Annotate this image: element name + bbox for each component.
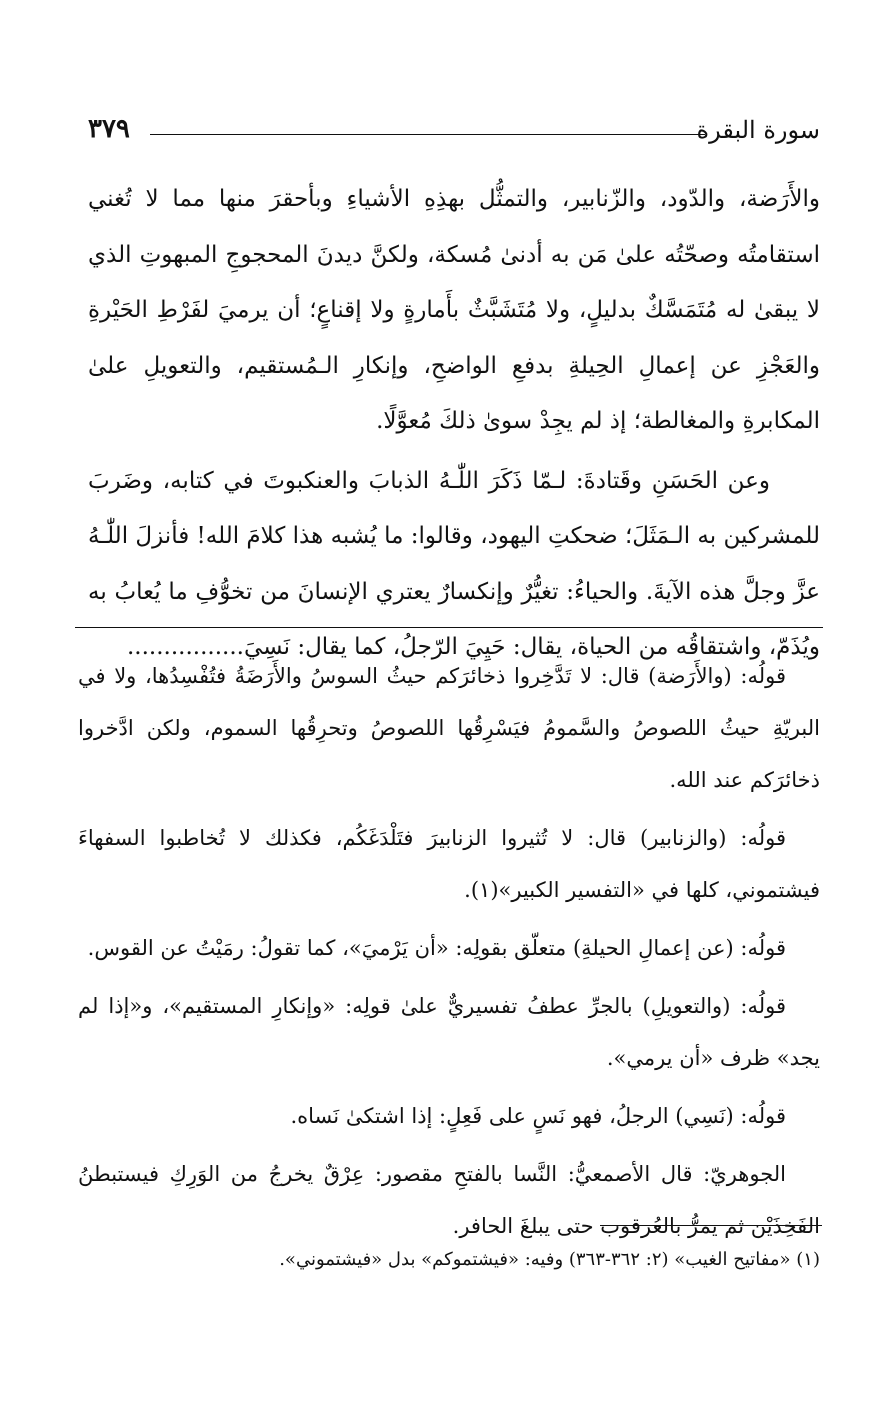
running-header [88,112,820,152]
main-paragraph: والأَرَضة، والدّود، والزّنابير، والتمثُّل بهذِهِ الأشياءِ وبأحقرَ منها مما لا تُغني استقامتُه وصحّتُه علىٰ مَن به أدنىٰ مُسكة، ولكنَّ ديدنَ المحجوجِ المبهوتِ الذي لا يبقىٰ له مُتَمَسَّكٌ بدليلٍ، ولا مُتَشَبَّثٌ بأَمارةٍ ولا إقناعٍ؛ أن يرميَ لفَرْطِ الحَيْرةِ والعَجْزِ عن إعمالِ الحِيلةِ بدفعِ الواضحِ، وإنكارِ الـمُستقيم، والتعويلِ علىٰ المكابرةِ والمغالطة؛ إذ لم يجِدْ سوىٰ ذلكَ مُعوَّلًا. [88,186,820,434]
page-number: ٣٧٩ [88,114,130,144]
commentary-paragraph: قولُه: (والأَرَضة) قال: لا تَدَّخِروا ذخائرَكم حيثُ السوسُ والأَرَضَةُ فتُفْسِدُها، ولا في البريّةِ حيثُ اللصوصُ والسَّمومُ فيَسْرِقُها اللصوصُ وتحرِقُها السموم، ولكن ادَّخروا ذخائرَكم عند الله. [78,664,820,792]
commentary-paragraph: قولُه: (والزنابير) قال: لا تُثيروا الزنابيرَ فتَلْدَغَكُم، فكذلك لا تُخاطبوا السفهاءَ فيشتموني، كلها في «التفسير الكبير»(١). [78,826,820,902]
main-paragraph: وعن الحَسَنِ وقَتادةَ: لـمّا ذَكَرَ اللّٰـهُ الذبابَ والعنكبوتَ في كتابه، وضَربَ للمشركين به الـمَثَلَ؛ ضحكتِ اليهود، وقالوا: ما يُشبه هذا كلامَ الله! فأنزلَ اللّٰـهُ عزَّ وجلَّ هذه الآيةَ. والحياءُ: تغيُّرٌ وإنكسارٌ يعتري الإنسانَ من تخوُّفِ ما يُعابُ به ويُذَمّ، واشتقاقُه من الحياة، يقال: حَيِيَ الرّجلُ، كما يقال: نَسِيَ................ [88,467,820,660]
commentary-paragraph: قولُه: (نَسِي) الرجلُ، فهو نَسٍ على فَعِلٍ: إذا اشتكىٰ نَساه. [290,1104,786,1128]
commentary-paragraph: الجوهريّ: قال الأصمعيُّ: النَّسا بالفتحِ مقصور: عِرْقٌ يخرجُ من الوَرِكِ فيستبطنُ الفَخِذَيْن ثم يمرُّ بالعُرقوب حتى يبلغَ الحافر. [78,1162,820,1238]
main-text [88,172,820,676]
header-rule [150,134,705,135]
footnote-divider [600,1225,822,1226]
commentary-section [78,650,820,1258]
commentary-paragraph: قولُه: (عن إعمالِ الحيلةِ) متعلّق بقولِه: «أن يَرْميَ»، كما تقولُ: رمَيْتُ عن القوس. [87,936,786,960]
surah-title: سورة البقرة [696,116,820,144]
footnote: (١) «مفاتيح الغيب» (٢: ٣٦٢-٣٦٣) وفيه: «فيشتموكم» بدل «فيشتموني». [279,1249,820,1270]
commentary-paragraph: قولُه: (والتعويلِ) بالجرِّ عطفُ تفسيريٌّ علىٰ قولِه: «وإنكارِ المستقيم»، و«إذا لم يجد» ظرف «أن يرمي». [78,994,820,1070]
section-divider [75,627,823,628]
